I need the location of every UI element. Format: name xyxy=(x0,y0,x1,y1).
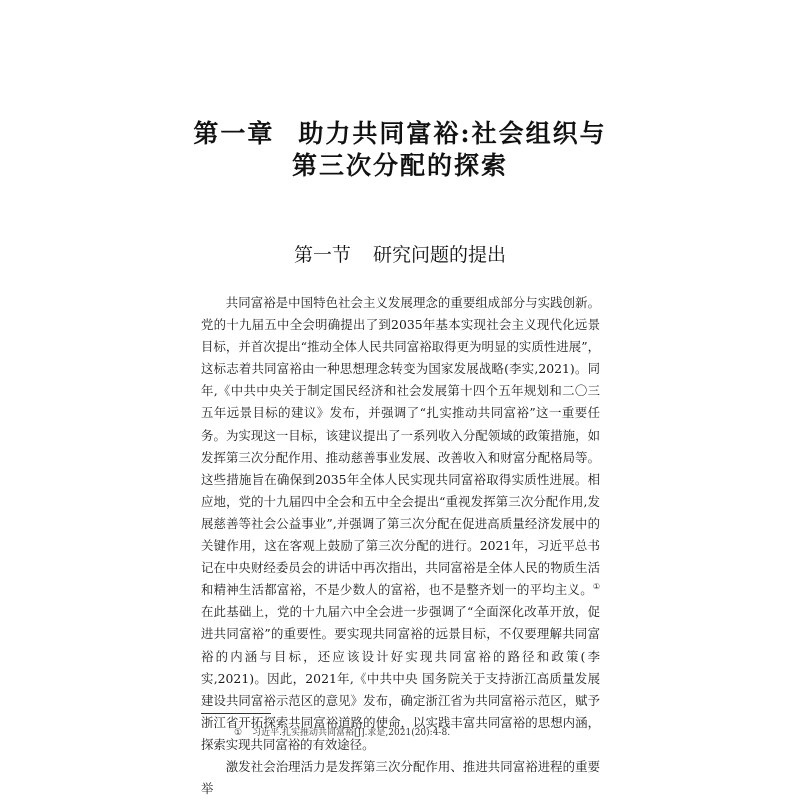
footnote-text: 习近平.扎实推动共同富裕[J].求是,2021(20):4-8. xyxy=(252,728,451,738)
chapter-title-main: 助力共同富裕:社会组织与 xyxy=(298,119,607,148)
section-title xyxy=(200,240,600,270)
footnote-reference[interactable]: ① xyxy=(592,582,600,592)
section-title-text: 研究问题的提出 xyxy=(373,244,507,266)
body-text xyxy=(201,292,600,800)
paragraph-1-part-2: 在此基础上，党的十九届六中全会进一步强调了“全面深化改革开放，促进共同富裕”的重要性。要实现共同富裕的远景目标，不仅要理解共同富裕的内涵与目标，还应该设计好实现共同富裕的路径和政策(李实,2021)。因此，2021年,《中共中央 国务院关于支持浙江高质量发展建设共同富裕示范区的意见》发布，确定浙江省为共同富裕示范区，赋予浙江省开拓探索共同富裕道路的使命，以实践丰富共同富裕的思想内涵，探索实现共同富裕的有效途径。 xyxy=(201,604,600,752)
chapter-title-line1 xyxy=(150,116,650,152)
chapter-label: 第一章 xyxy=(193,119,275,148)
paragraph-2: 激发社会治理活力是发挥第三次分配作用、推进共同富裕进程的重要举 xyxy=(201,758,600,797)
section-label: 第一节 xyxy=(293,244,351,266)
paragraph-1 xyxy=(201,292,600,756)
footnote xyxy=(234,726,594,740)
chapter-title-line2: 第三次分配的探索 xyxy=(291,151,508,180)
footnote-number: ① xyxy=(234,728,243,738)
footnote-divider xyxy=(201,713,271,714)
paragraph-1-part-1: 共同富裕是中国特色社会主义发展理念的重要组成部分与实践创新。党的十九届五中全会明确提出了到2035年基本实现社会主义现代化远景目标，并首次提出“推动全体人民共同富裕取得更为明显的实质性进展”，这标志着共同富裕由一种思想理念转变为国家发展战略(李实,2021)。同年,《中共中央关于制定国民经济和社会发展第十四个五年规划和二〇三五年远景目标的建议》发布，并强调了“扎实推动共同富裕”这一重要任务。为实现这一目标，该建议提出了一系列收入分配领域的政策措施，如发挥第三次分配作用、推动慈善事业发展、改善收入和财富分配格局等。这些措施旨在确保到2035年全体人民实现共同富裕取得实质性进展。相应地，党的十九届四中全会和五中全会提出“重视发挥第三次分配作用,发展慈善等社会公益事业”,并强调了第三次分配在促进高质量经济发展中的关键作用，这在客观上鼓励了第三次分配的进行。2021年，习近平总书记在中央财经委员会的讲话中再次指出，共同富裕是全体人民的物质生活和精神生活都富裕，不是少数人的富裕，也不是整齐划一的平均主义。 xyxy=(201,295,600,598)
